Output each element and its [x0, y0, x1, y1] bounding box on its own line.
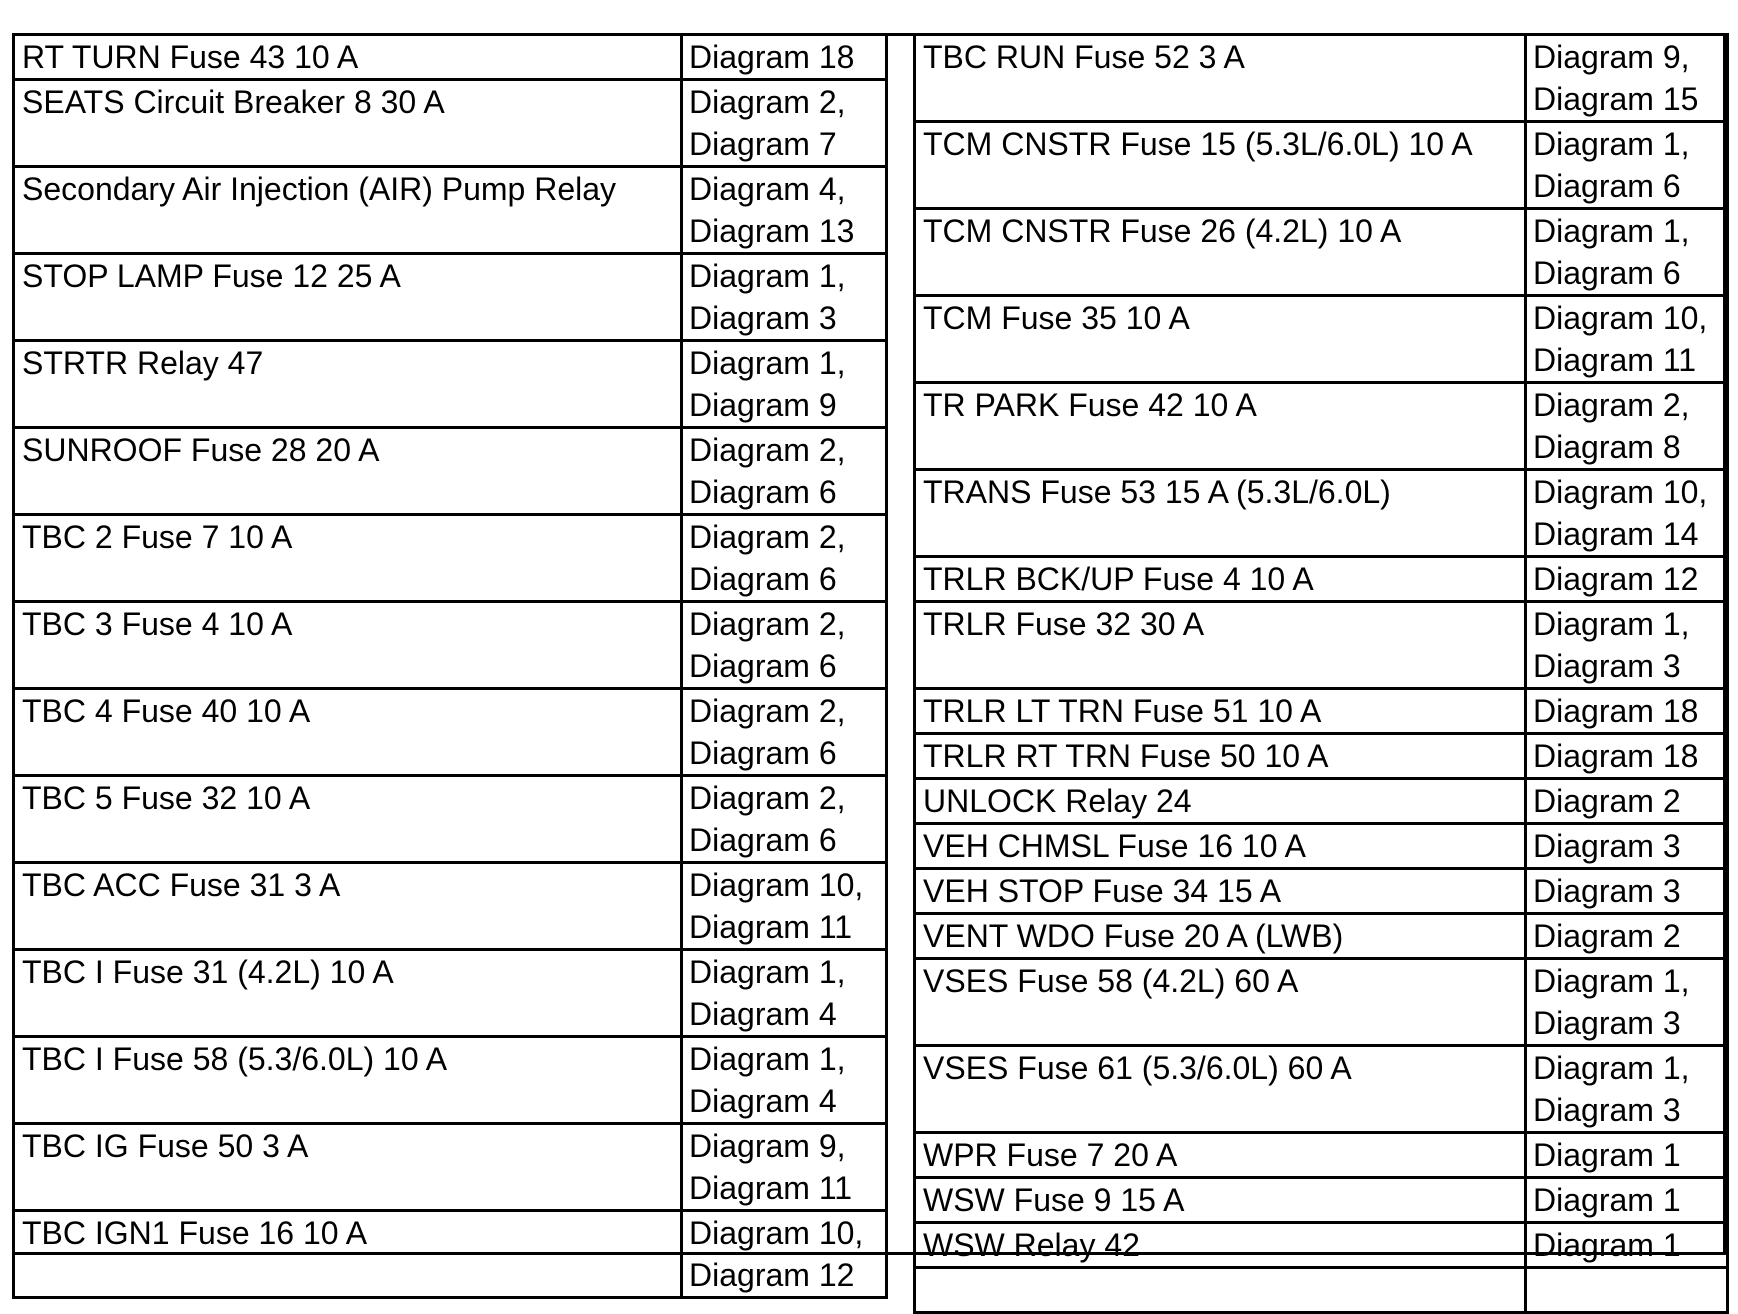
index-row: [14, 1037, 887, 1124]
diagram-reference: Diagram 1,: [1533, 963, 1690, 999]
diagram-reference: Diagram 2,: [689, 606, 846, 642]
component-name: WSW Relay 42: [923, 1227, 1140, 1263]
component-name-cell: [14, 428, 682, 515]
diagram-reference-cell: [1526, 914, 1728, 959]
index-row: [14, 35, 887, 80]
component-name: TRLR RT TRN Fuse 50 10 A: [923, 738, 1329, 774]
component-name: VEH STOP Fuse 34 15 A: [923, 873, 1282, 909]
component-name-cell: [14, 1124, 682, 1211]
component-name: WSW Fuse 9 15 A: [923, 1182, 1185, 1218]
diagram-reference-cell: [1526, 824, 1728, 869]
diagram-reference: Diagram 1,: [1533, 126, 1690, 162]
diagram-reference-cell: [1526, 602, 1728, 689]
diagram-reference-cell: [682, 167, 887, 254]
diagram-reference: Diagram 3: [1533, 648, 1681, 684]
diagram-reference: Diagram 3: [689, 300, 837, 336]
diagram-reference: Diagram 6: [689, 648, 837, 684]
diagram-reference-cell: [682, 35, 887, 80]
component-name: TRLR BCK/UP Fuse 4 10 A: [923, 561, 1314, 597]
diagram-reference: Diagram 18: [1533, 738, 1699, 774]
component-name-cell: [915, 35, 1526, 122]
index-row: [915, 1133, 1728, 1178]
index-row: [14, 167, 887, 254]
diagram-reference: Diagram 15: [1533, 81, 1699, 117]
component-name-cell: [14, 167, 682, 254]
component-name: Secondary Air Injection (AIR) Pump Relay: [22, 171, 617, 207]
component-name-cell: [14, 80, 682, 167]
index-row: [14, 341, 887, 428]
index-row: [915, 557, 1728, 602]
index-row: [14, 515, 887, 602]
diagram-reference: Diagram 9,: [1533, 39, 1690, 75]
component-name: TR PARK Fuse 42 10 A: [923, 387, 1257, 423]
component-name: TBC IGN1 Fuse 16 10 A: [22, 1215, 368, 1251]
diagram-reference-cell: [682, 950, 887, 1037]
component-name: SEATS Circuit Breaker 8 30 A: [22, 84, 445, 120]
diagram-reference-cell: [1526, 734, 1728, 779]
index-row: [915, 209, 1728, 296]
component-name-cell: [14, 689, 682, 776]
component-name: VSES Fuse 61 (5.3/6.0L) 60 A: [923, 1050, 1352, 1086]
component-name-cell: [915, 689, 1526, 734]
diagram-reference: Diagram 6: [1533, 255, 1681, 291]
diagram-reference-cell: [1526, 1178, 1728, 1223]
diagram-reference: Diagram 1,: [689, 345, 846, 381]
diagram-reference: Diagram 3: [1533, 1092, 1681, 1128]
component-name-cell: [915, 296, 1526, 383]
component-name-cell: [915, 1223, 1526, 1268]
diagram-reference: Diagram 2,: [689, 519, 846, 555]
diagram-reference: Diagram 12: [689, 1257, 855, 1293]
component-name-cell: [14, 1037, 682, 1124]
component-name: TBC RUN Fuse 52 3 A: [923, 39, 1245, 75]
diagram-reference: Diagram 13: [689, 213, 855, 249]
diagram-reference: Diagram 2,: [689, 693, 846, 729]
diagram-reference: Diagram 1: [1533, 1137, 1681, 1173]
diagram-reference: Diagram 4: [689, 996, 837, 1032]
diagram-reference-cell: [682, 602, 887, 689]
diagram-reference: Diagram 1,: [1533, 606, 1690, 642]
component-name: TBC IG Fuse 50 3 A: [22, 1128, 309, 1164]
component-name: TBC I Fuse 31 (4.2L) 10 A: [22, 954, 394, 990]
diagram-reference: Diagram 2,: [1533, 387, 1690, 423]
diagram-reference-cell: [1526, 1268, 1728, 1313]
component-name-cell: [915, 1178, 1526, 1223]
index-row: [14, 1124, 887, 1211]
diagram-reference-cell: [682, 428, 887, 515]
component-name: TBC 4 Fuse 40 10 A: [22, 693, 311, 729]
diagram-reference: Diagram 9: [689, 387, 837, 423]
component-name-cell: [915, 557, 1526, 602]
left-index-table: [12, 33, 888, 1299]
component-name: TRANS Fuse 53 15 A (5.3L/6.0L): [923, 474, 1391, 510]
component-name-cell: [14, 515, 682, 602]
component-name-cell: [14, 1211, 682, 1298]
component-name: VEH CHMSL Fuse 16 10 A: [923, 828, 1306, 864]
diagram-reference: Diagram 6: [689, 735, 837, 771]
component-name-cell: [915, 824, 1526, 869]
component-name-cell: [915, 1133, 1526, 1178]
component-name-cell: [915, 383, 1526, 470]
diagram-reference: Diagram 7: [689, 126, 837, 162]
index-row: [915, 779, 1728, 824]
component-name-cell: [14, 602, 682, 689]
index-row: [915, 383, 1728, 470]
component-name-cell: [14, 341, 682, 428]
component-name: RT TURN Fuse 43 10 A: [22, 39, 359, 75]
component-name-cell: [915, 1268, 1526, 1313]
index-row: [915, 122, 1728, 209]
diagram-reference: Diagram 10,: [689, 1215, 864, 1251]
index-row: [14, 428, 887, 515]
component-name-cell: [915, 122, 1526, 209]
component-name: STOP LAMP Fuse 12 25 A: [22, 258, 401, 294]
index-row: [915, 1223, 1728, 1268]
diagram-reference: Diagram 10,: [1533, 300, 1708, 336]
index-row: [14, 254, 887, 341]
diagram-reference: Diagram 18: [1533, 693, 1699, 729]
component-name: TCM CNSTR Fuse 15 (5.3L/6.0L) 10 A: [923, 126, 1473, 162]
index-row: [14, 950, 887, 1037]
index-row: [915, 689, 1728, 734]
diagram-reference-cell: [1526, 1223, 1728, 1268]
diagram-reference: Diagram 6: [689, 822, 837, 858]
diagram-reference-cell: [1526, 1046, 1728, 1133]
index-row: [915, 869, 1728, 914]
index-row: [14, 1211, 887, 1298]
index-row: [915, 602, 1728, 689]
diagram-reference: Diagram 1,: [1533, 213, 1690, 249]
index-row: [14, 776, 887, 863]
component-name: STRTR Relay 47: [22, 345, 264, 381]
index-row: [915, 959, 1728, 1046]
diagram-reference-cell: [1526, 209, 1728, 296]
component-name-cell: [915, 470, 1526, 557]
index-row: [915, 1268, 1728, 1313]
diagram-reference-cell: [1526, 122, 1728, 209]
component-name-cell: [14, 35, 682, 80]
component-name: TRLR Fuse 32 30 A: [923, 606, 1205, 642]
component-name-cell: [14, 254, 682, 341]
component-name: VENT WDO Fuse 20 A (LWB): [923, 918, 1344, 954]
diagram-reference: Diagram 6: [689, 474, 837, 510]
component-name-cell: [915, 209, 1526, 296]
diagram-reference: Diagram 2,: [689, 84, 846, 120]
diagram-reference-cell: [1526, 470, 1728, 557]
component-name-cell: [915, 869, 1526, 914]
right-index-body: [915, 35, 1728, 1313]
diagram-reference-cell: [682, 254, 887, 341]
diagram-reference: Diagram 6: [1533, 168, 1681, 204]
diagram-reference-cell: [1526, 557, 1728, 602]
diagram-reference: Diagram 2,: [689, 780, 846, 816]
component-name: TCM Fuse 35 10 A: [923, 300, 1190, 336]
index-row: [915, 1046, 1728, 1133]
diagram-reference-cell: [1526, 779, 1728, 824]
diagram-reference-cell: [1526, 869, 1728, 914]
component-name: UNLOCK Relay 24: [923, 783, 1192, 819]
diagram-reference-cell: [682, 1211, 887, 1298]
diagram-reference: Diagram 1: [1533, 1227, 1681, 1263]
diagram-reference: Diagram 11: [1533, 342, 1697, 378]
diagram-reference: Diagram 4: [689, 1083, 837, 1119]
component-name-cell: [915, 734, 1526, 779]
component-name: TBC 2 Fuse 7 10 A: [22, 519, 293, 555]
diagram-reference: Diagram 2: [1533, 783, 1681, 819]
index-row: [14, 689, 887, 776]
diagram-reference-cell: [682, 341, 887, 428]
component-name-cell: [915, 779, 1526, 824]
diagram-reference-cell: [1526, 296, 1728, 383]
component-name: TBC 5 Fuse 32 10 A: [22, 780, 311, 816]
index-row: [915, 824, 1728, 869]
component-name-cell: [915, 959, 1526, 1046]
index-row: [915, 914, 1728, 959]
diagram-reference: Diagram 18: [689, 39, 855, 75]
diagram-reference: Diagram 2,: [689, 432, 846, 468]
diagram-reference: Diagram 2: [1533, 918, 1681, 954]
component-name: TBC ACC Fuse 31 3 A: [22, 867, 341, 903]
diagram-reference-cell: [1526, 959, 1728, 1046]
left-index-body: [14, 35, 887, 1298]
diagram-reference: Diagram 10,: [689, 867, 864, 903]
index-row: [915, 734, 1728, 779]
component-name: SUNROOF Fuse 28 20 A: [22, 432, 380, 468]
component-name: WPR Fuse 7 20 A: [923, 1137, 1178, 1173]
diagram-reference: Diagram 3: [1533, 1005, 1681, 1041]
component-name: TBC 3 Fuse 4 10 A: [22, 606, 293, 642]
diagram-reference: Diagram 10,: [1533, 474, 1708, 510]
diagram-reference: Diagram 1: [1533, 1182, 1681, 1218]
diagram-reference-cell: [682, 776, 887, 863]
diagram-reference-cell: [1526, 689, 1728, 734]
index-row: [915, 35, 1728, 122]
index-row: [14, 602, 887, 689]
diagram-reference: Diagram 1,: [1533, 1050, 1690, 1086]
diagram-reference-cell: [1526, 383, 1728, 470]
index-row: [915, 1178, 1728, 1223]
diagram-reference: Diagram 4,: [689, 171, 846, 207]
component-name-cell: [14, 776, 682, 863]
diagram-reference: Diagram 9,: [689, 1128, 846, 1164]
diagram-reference: Diagram 8: [1533, 429, 1681, 465]
diagram-reference-cell: [682, 80, 887, 167]
component-name: TBC I Fuse 58 (5.3/6.0L) 10 A: [22, 1041, 448, 1077]
diagram-reference-cell: [682, 863, 887, 950]
right-index-table: [913, 33, 1729, 1314]
diagram-reference-cell: [1526, 1133, 1728, 1178]
diagram-reference-cell: [682, 1037, 887, 1124]
diagram-reference-cell: [1526, 35, 1728, 122]
component-name-cell: [915, 602, 1526, 689]
component-name-cell: [14, 863, 682, 950]
component-name-cell: [915, 1046, 1526, 1133]
diagram-reference: Diagram 11: [689, 909, 853, 945]
diagram-reference-cell: [682, 515, 887, 602]
diagram-reference-cell: [682, 1124, 887, 1211]
component-name: [923, 1269, 1524, 1311]
diagram-reference: Diagram 6: [689, 561, 837, 597]
diagram-reference: Diagram 3: [1533, 873, 1681, 909]
index-row: [915, 470, 1728, 557]
index-row: [14, 863, 887, 950]
diagram-reference-cell: [682, 689, 887, 776]
index-row: [14, 80, 887, 167]
diagram-reference: Diagram 3: [1533, 828, 1681, 864]
diagram-reference: Diagram 14: [1533, 516, 1699, 552]
component-name: TRLR LT TRN Fuse 51 10 A: [923, 693, 1322, 729]
diagram-reference: Diagram 12: [1533, 561, 1699, 597]
component-name: VSES Fuse 58 (4.2L) 60 A: [923, 963, 1299, 999]
component-name: TCM CNSTR Fuse 26 (4.2L) 10 A: [923, 213, 1402, 249]
diagram-reference: Diagram 1,: [689, 258, 846, 294]
component-name-cell: [915, 914, 1526, 959]
diagram-reference: [1533, 1269, 1726, 1311]
diagram-reference: Diagram 1,: [689, 954, 846, 990]
diagram-reference: Diagram 1,: [689, 1041, 846, 1077]
component-name-cell: [14, 950, 682, 1037]
diagram-reference: Diagram 11: [689, 1170, 853, 1206]
index-row: [915, 296, 1728, 383]
